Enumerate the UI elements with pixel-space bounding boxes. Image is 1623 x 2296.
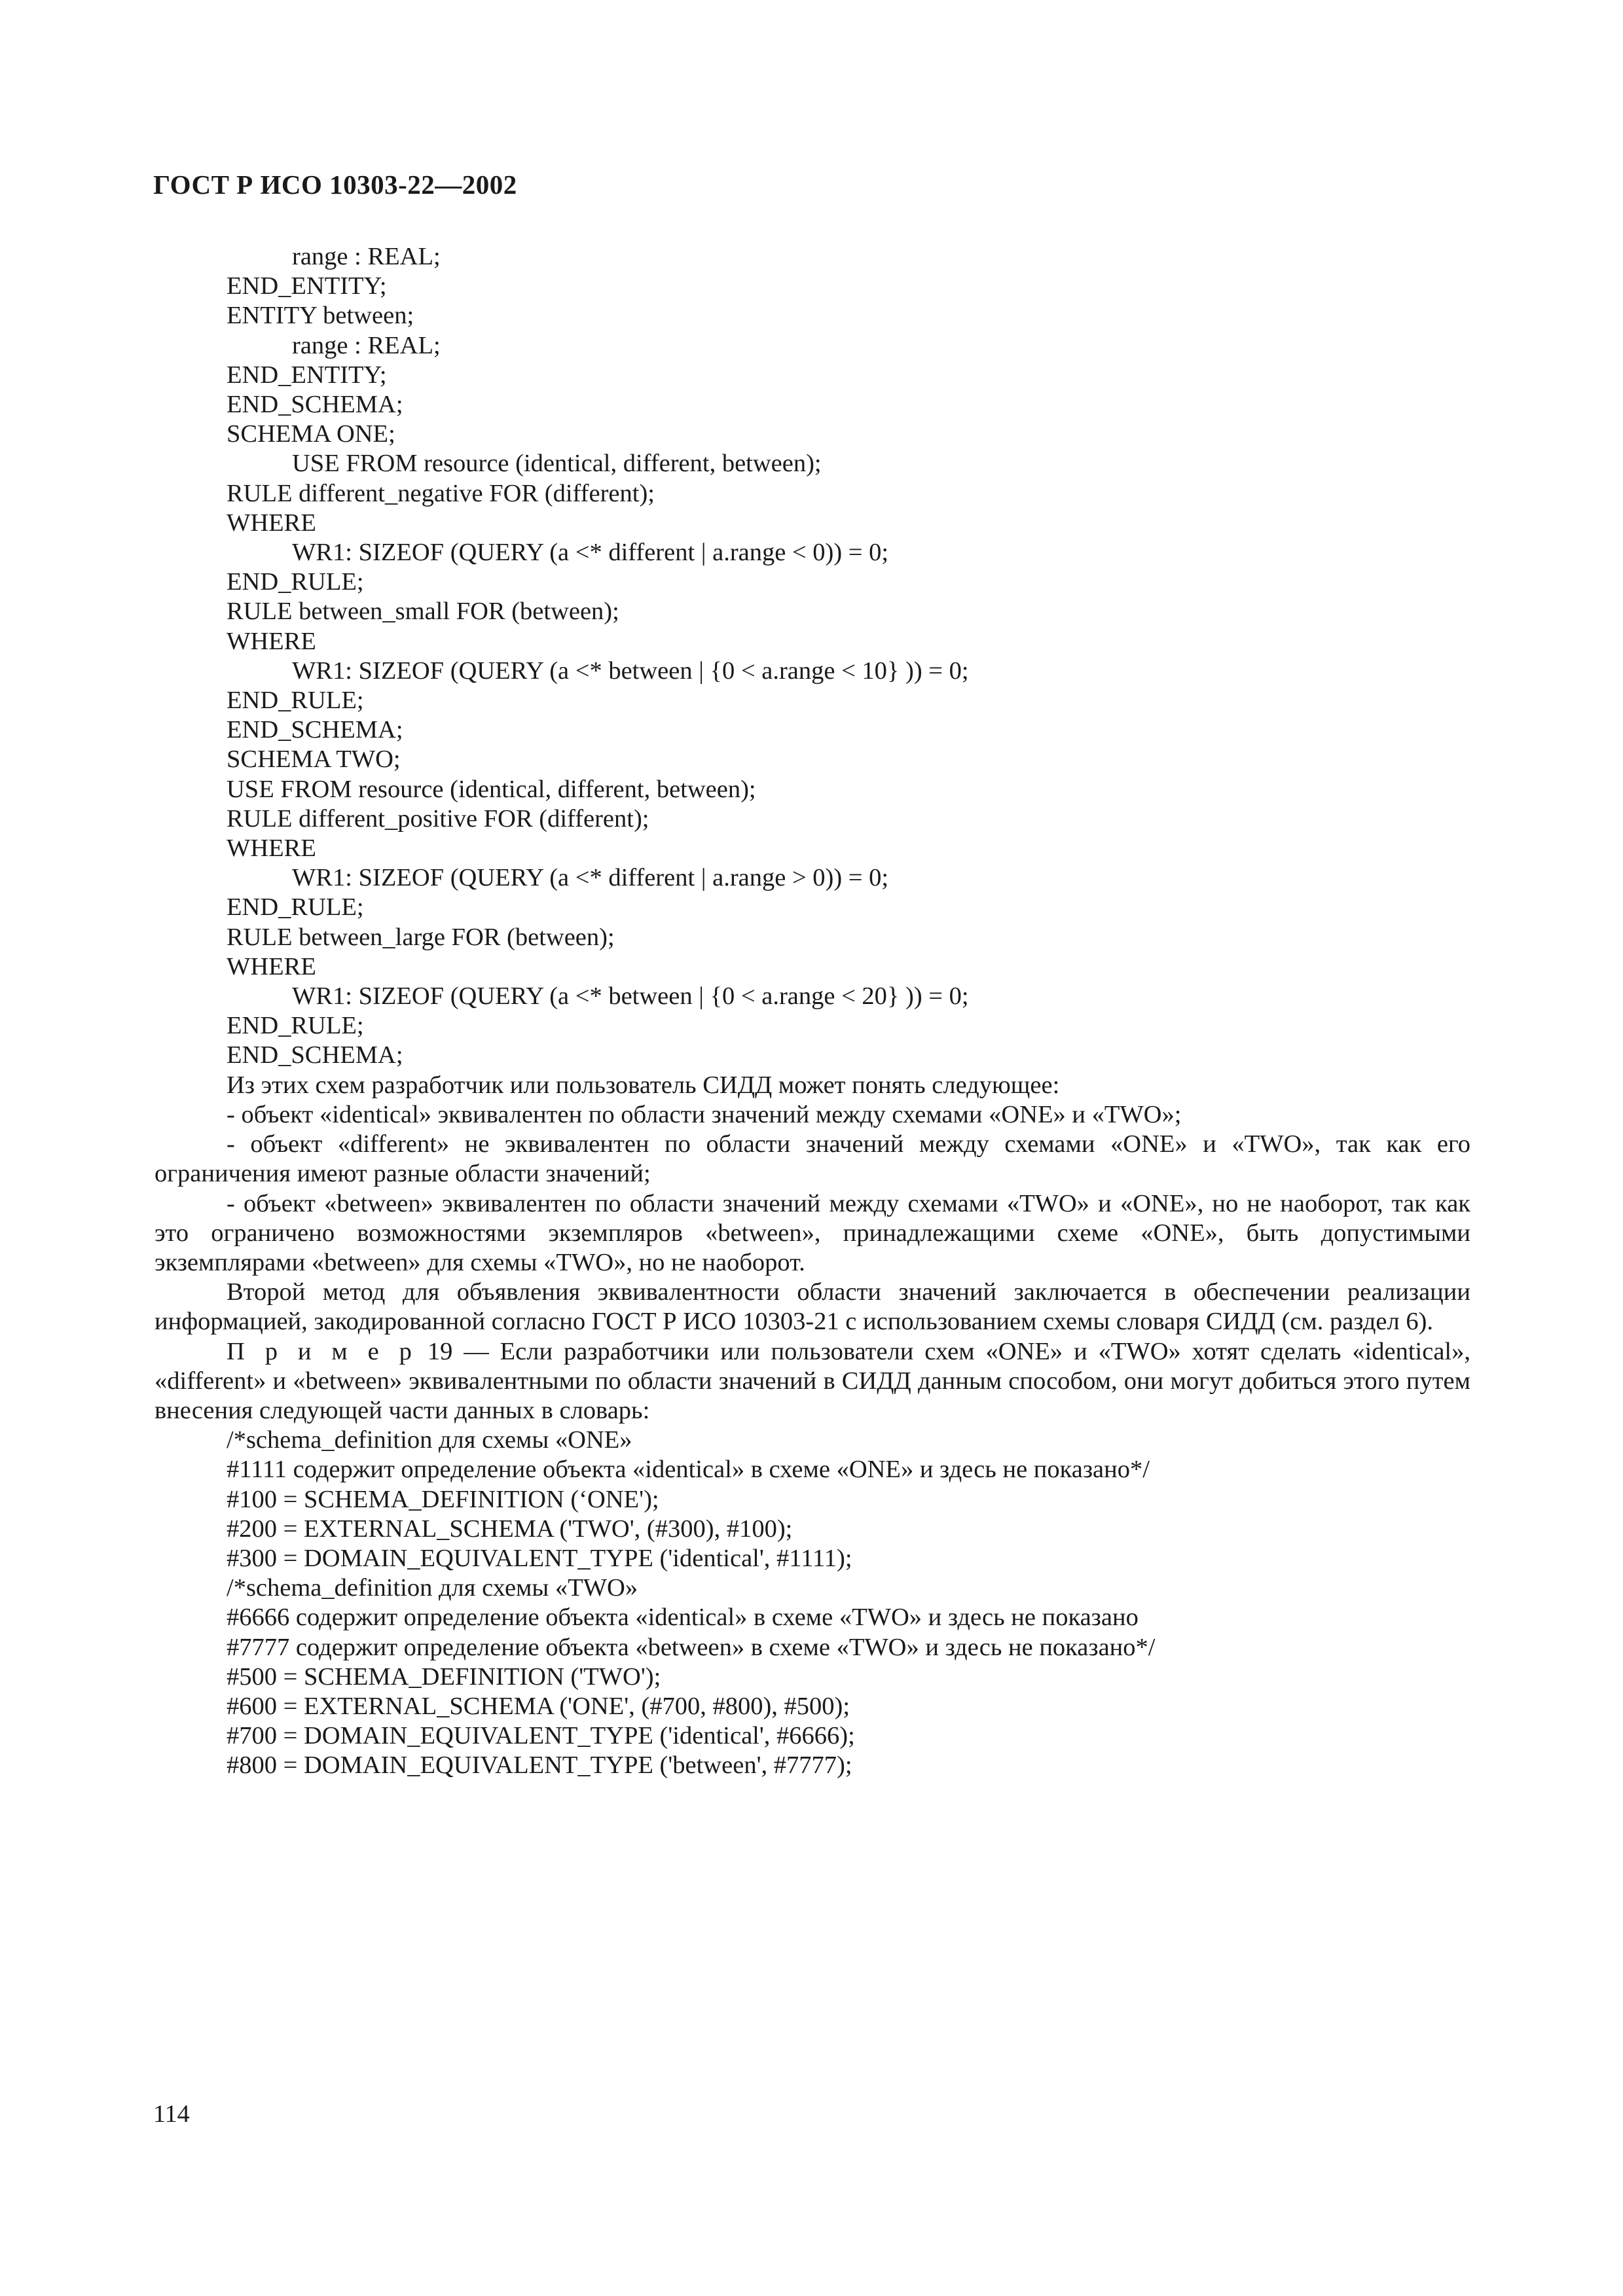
data-line: /*schema_definition для схемы «ONE» (227, 1426, 632, 1454)
code-line: RULE between_small FOR (between); (227, 598, 619, 626)
data-line: #500 = SCHEMA_DEFINITION ('TWO'); (227, 1662, 661, 1691)
list-item-between: - объект «between» эквивалентен по области значений между схемами «TWO» и «ONE», но не наоборот, так как это ограничено возможностями экземпляров «between», принадлежащими схеме «ONE», быть допустимыми экземплярами «between» для схемы «TWO», но не наоборот. (155, 1189, 1470, 1276)
data-line: #1111 содержит определение объекта «identical» в схеме «ONE» и здесь не показано*/ (227, 1456, 1150, 1484)
document-header: ГОСТ Р ИСО 10303-22—2002 (153, 170, 517, 200)
data-line: #200 = EXTERNAL_SCHEMA ('TWO', (#300), #100); (227, 1515, 793, 1543)
list-item-identical: - объект «identical» эквивалентен по области значений между схемами «ONE» и «TWO»; (227, 1100, 1182, 1128)
data-line: #100 = SCHEMA_DEFINITION (‘ONE'); (227, 1485, 659, 1513)
code-line: WHERE (227, 509, 316, 537)
code-line: USE FROM resource (identical, different, between); (292, 450, 822, 478)
data-line: /*schema_definition для схемы «TWO» (227, 1574, 638, 1602)
code-line: range : REAL; (292, 243, 441, 270)
code-line: END_SCHEMA; (227, 716, 403, 744)
example-label: П р и м е р (227, 1337, 416, 1365)
code-line: range : REAL; (292, 331, 441, 359)
data-line: #600 = EXTERNAL_SCHEMA ('ONE', (#700, #800), #500); (227, 1692, 850, 1720)
code-line: END_SCHEMA; (227, 1041, 403, 1069)
code-line: USE FROM resource (identical, different, between); (227, 775, 756, 803)
list-item-different: - объект «different» не эквивалентен по области значений между схемами «ONE» и «TWO», так как его ограничения имеют разные области значений; (155, 1130, 1470, 1188)
code-line: END_ENTITY; (227, 361, 387, 389)
data-line: #300 = DOMAIN_EQUIVALENT_TYPE ('identical', #1111); (227, 1544, 852, 1572)
data-line: #700 = DOMAIN_EQUIVALENT_TYPE ('identical', #6666); (227, 1722, 855, 1750)
code-line: END_RULE; (227, 568, 364, 596)
second-method-paragraph: Второй метод для объявления эквивалентности области значений заключается в обеспечении реализации информацией, закодированной согласно ГОСТ Р ИСО 10303-21 с использованием схемы словаря СИДД (см. раздел 6). (155, 1278, 1470, 1336)
code-line: END_RULE; (227, 893, 364, 922)
code-line: WR1: SIZEOF (QUERY (a <* between | {0 < a.range < 20} )) = 0; (292, 982, 969, 1011)
code-line: WHERE (227, 952, 316, 980)
code-line: END_RULE; (227, 1012, 364, 1040)
code-line: END_RULE; (227, 687, 364, 715)
code-line: SCHEMA ONE; (227, 420, 395, 448)
express-code-block (155, 242, 1470, 1071)
example-text: 19 — Если разработчики или пользователи схем «ONE» и «TWO» хотят сделать «identical», «different» и «between» эквивалентными по области значений в СИДД данным способом, они могут добиться этого путем внесения следующей части данных в словарь: (155, 1337, 1470, 1424)
page-content (155, 242, 1470, 1781)
code-line: WHERE (227, 834, 316, 863)
code-line: RULE different_positive FOR (different); (227, 804, 649, 833)
code-line: WHERE (227, 627, 316, 655)
data-line: #7777 содержит определение объекта «between» в схеме «TWO» и здесь не показано*/ (227, 1633, 1156, 1661)
code-line: WR1: SIZEOF (QUERY (a <* different | a.range < 0)) = 0; (292, 539, 889, 567)
dictionary-data-block (155, 1426, 1470, 1780)
code-line: RULE between_large FOR (between); (227, 923, 615, 951)
code-line: SCHEMA TWO; (227, 745, 401, 774)
data-line: #800 = DOMAIN_EQUIVALENT_TYPE ('between', #7777); (227, 1751, 852, 1780)
page-number: 114 (153, 2100, 190, 2128)
code-line: ENTITY between; (227, 302, 414, 330)
intro-paragraph: Из этих схем разработчик или пользователь СИДД может понять следующее: (227, 1071, 1060, 1099)
code-line: END_SCHEMA; (227, 391, 403, 419)
code-line: RULE different_negative FOR (different); (227, 479, 655, 507)
data-line: #6666 содержит определение объекта «identical» в схеме «TWO» и здесь не показано (227, 1604, 1139, 1632)
example-paragraph (155, 1337, 1470, 1426)
code-line: WR1: SIZEOF (QUERY (a <* between | {0 < a.range < 10} )) = 0; (292, 656, 969, 685)
code-line: WR1: SIZEOF (QUERY (a <* different | a.range > 0)) = 0; (292, 864, 889, 892)
code-line: END_ENTITY; (227, 272, 387, 300)
